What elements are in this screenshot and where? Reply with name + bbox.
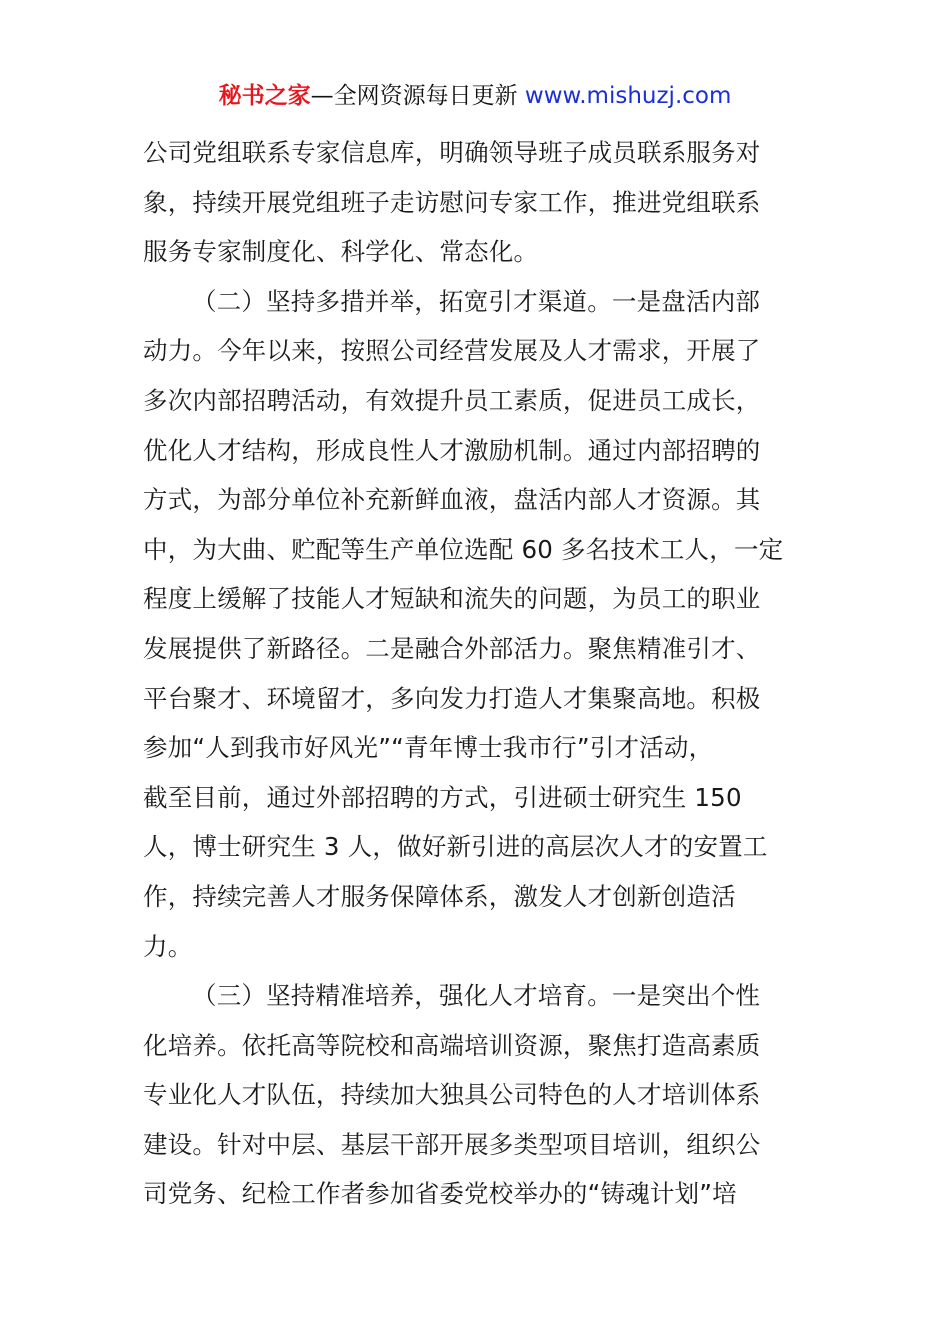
brand-name: 秘书之家 xyxy=(218,83,311,109)
text-line: 司党务、纪检工作者参加省委党校举办的“铸魂计划”培 xyxy=(143,1179,737,1209)
text-line: 截至目前，通过外部招聘的方式，引进硕士研究生 150 xyxy=(143,782,742,812)
text-line: 程度上缓解了技能人才短缺和流失的问题，为员工的职业 xyxy=(143,584,761,614)
text-line: 建设。针对中层、基层干部开展多类型项目培训，组织公 xyxy=(143,1129,761,1159)
text-line: 专业化人才队伍，持续加大独具公司特色的人才培训体系 xyxy=(143,1080,761,1110)
text-line: 化培养。依托高等院校和高端培训资源，聚焦打造高素质 xyxy=(143,1030,761,1060)
text-line: 力。 xyxy=(143,931,193,961)
text-line: 人，博士研究生 3 人，做好新引进的高层次人才的安置工 xyxy=(143,832,768,862)
text-line: 参加“人到我市好风光”“青年博士我市行”引才活动， xyxy=(143,733,714,763)
text-line: 中，为大曲、贮配等生产单位选配 60 多名技术工人，一定 xyxy=(143,534,784,564)
text-line: 动力。今年以来，按照公司经营发展及人才需求，开展了 xyxy=(143,336,761,366)
text-line: 公司党组联系专家信息库，明确领导班子成员联系服务对 xyxy=(143,138,761,167)
section-heading-line: （三）坚持精准培养，强化人才培育。一是突出个性 xyxy=(192,981,761,1011)
site-url-link[interactable]: www.mishuzj.com xyxy=(524,83,732,109)
document-body xyxy=(143,128,808,1219)
header-tagline: —全网资源每日更新 xyxy=(310,83,518,109)
text-line: 多次内部招聘活动，有效提升员工素质，促进员工成长， xyxy=(143,385,761,415)
text-line: 发展提供了新路径。二是融合外部活力。聚焦精准引才、 xyxy=(143,633,761,663)
text-line: 优化人才结构，形成良性人才激励机制。通过内部招聘的 xyxy=(143,435,761,465)
site-header xyxy=(0,80,950,112)
text-line: 方式，为部分单位补充新鲜血液，盘活内部人才资源。其 xyxy=(143,485,761,515)
text-line: 象，持续开展党组班子走访慰问专家工作，推进党组联系 xyxy=(143,187,761,217)
section-heading-line: （二）坚持多措并举，拓宽引才渠道。一是盘活内部 xyxy=(192,286,761,316)
text-line: 服务专家制度化、科学化、常态化。 xyxy=(143,237,539,267)
text-line: 平台聚才、环境留才，多向发力打造人才集聚高地。积极 xyxy=(143,683,761,713)
text-line: 作，持续完善人才服务保障体系，激发人才创新创造活 xyxy=(143,881,736,911)
